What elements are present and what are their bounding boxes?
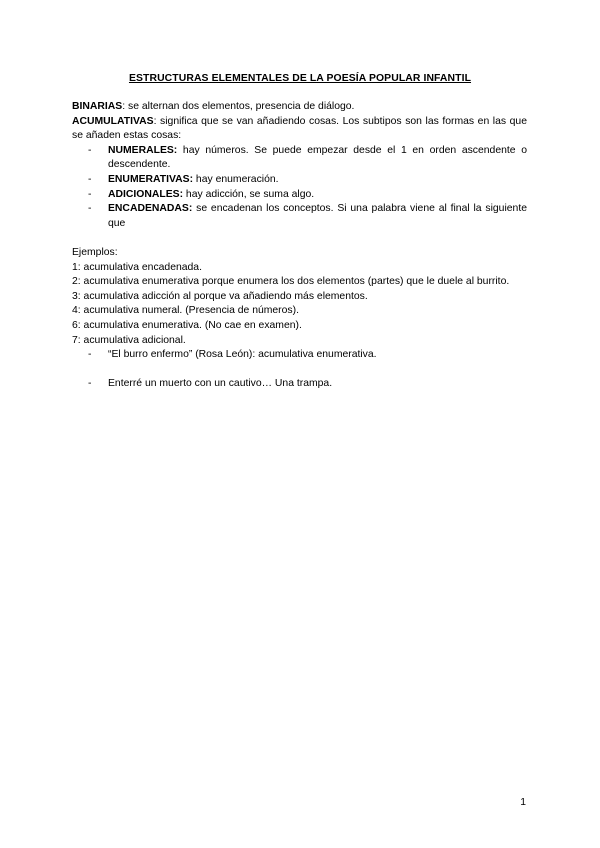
list-dash: - bbox=[88, 144, 92, 156]
page-number: 1 bbox=[520, 797, 526, 808]
examples-heading: Ejemplos: bbox=[72, 246, 118, 258]
example-line: 7: acumulativa adicional. bbox=[72, 334, 186, 346]
binarias-text: : se alternan dos elementos, presencia de diálogo. bbox=[122, 101, 355, 112]
list-dash: - bbox=[88, 349, 92, 361]
blank-line bbox=[72, 231, 527, 246]
subtype-term: ADICIONALES: bbox=[108, 188, 184, 200]
example-bullet-text: “El burro enfermo” (Rosa León): acumulativa enumerativa. bbox=[108, 349, 377, 361]
subtype-item-adicionales bbox=[72, 188, 527, 203]
subtype-text: hay números. Se puede empezar desde el 1 en orden ascendente o descendente. bbox=[108, 144, 527, 171]
list-dash: - bbox=[88, 188, 92, 200]
document-title: ESTRUCTURAS ELEMENTALES DE LA POESÍA POPULAR INFANTIL bbox=[128, 73, 472, 84]
acumulativas-text: : significa que se van añadiendo cosas. Los subtipos son las formas en las que se añaden estas cosas: bbox=[72, 115, 527, 142]
example-bullet bbox=[72, 348, 527, 363]
binarias-paragraph bbox=[72, 100, 527, 115]
subtype-text: se encadenan los conceptos. Si una palabra viene al final la siguiente que bbox=[108, 203, 527, 229]
subtype-term: ENCADENADAS: bbox=[108, 203, 193, 215]
example-line: 1: acumulativa encadenada. bbox=[72, 261, 202, 273]
subtype-term: ENUMERATIVAS: bbox=[108, 173, 194, 185]
binarias-term: BINARIAS bbox=[72, 101, 123, 112]
blank-line bbox=[72, 363, 527, 378]
example-bullet bbox=[72, 377, 527, 392]
subtype-text: hay adicción, se suma algo. bbox=[183, 188, 315, 200]
acumulativas-term: ACUMULATIVAS bbox=[72, 115, 154, 127]
examples-bullets bbox=[72, 377, 527, 392]
subtype-term: NUMERALES: bbox=[108, 144, 178, 156]
example-line: 2: acumulativa enumerativa porque enumera los dos elementos (partes) que le duele al burrito. bbox=[72, 276, 510, 288]
example-line: 3: acumulativa adicción al porque va añadiendo más elementos. bbox=[72, 290, 368, 302]
document-body bbox=[72, 100, 527, 392]
acumulativas-paragraph bbox=[72, 115, 527, 144]
subtype-text: hay enumeración. bbox=[193, 173, 279, 185]
examples-bullets bbox=[72, 348, 527, 363]
example-line: 6: acumulativa enumerativa. (No cae en examen). bbox=[72, 319, 302, 331]
subtype-item-enumerativas bbox=[72, 173, 527, 188]
subtypes-list bbox=[72, 144, 527, 232]
list-dash: - bbox=[88, 173, 92, 185]
list-dash: - bbox=[88, 203, 92, 215]
example-line: 4: acumulativa numeral. (Presencia de números). bbox=[72, 305, 299, 317]
example-bullet-text: Enterré un muerto con un cautivo… Una trampa. bbox=[108, 378, 333, 390]
subtype-item-numerales bbox=[72, 144, 527, 173]
subtype-item-encadenadas bbox=[72, 202, 527, 231]
list-dash: - bbox=[88, 378, 92, 390]
